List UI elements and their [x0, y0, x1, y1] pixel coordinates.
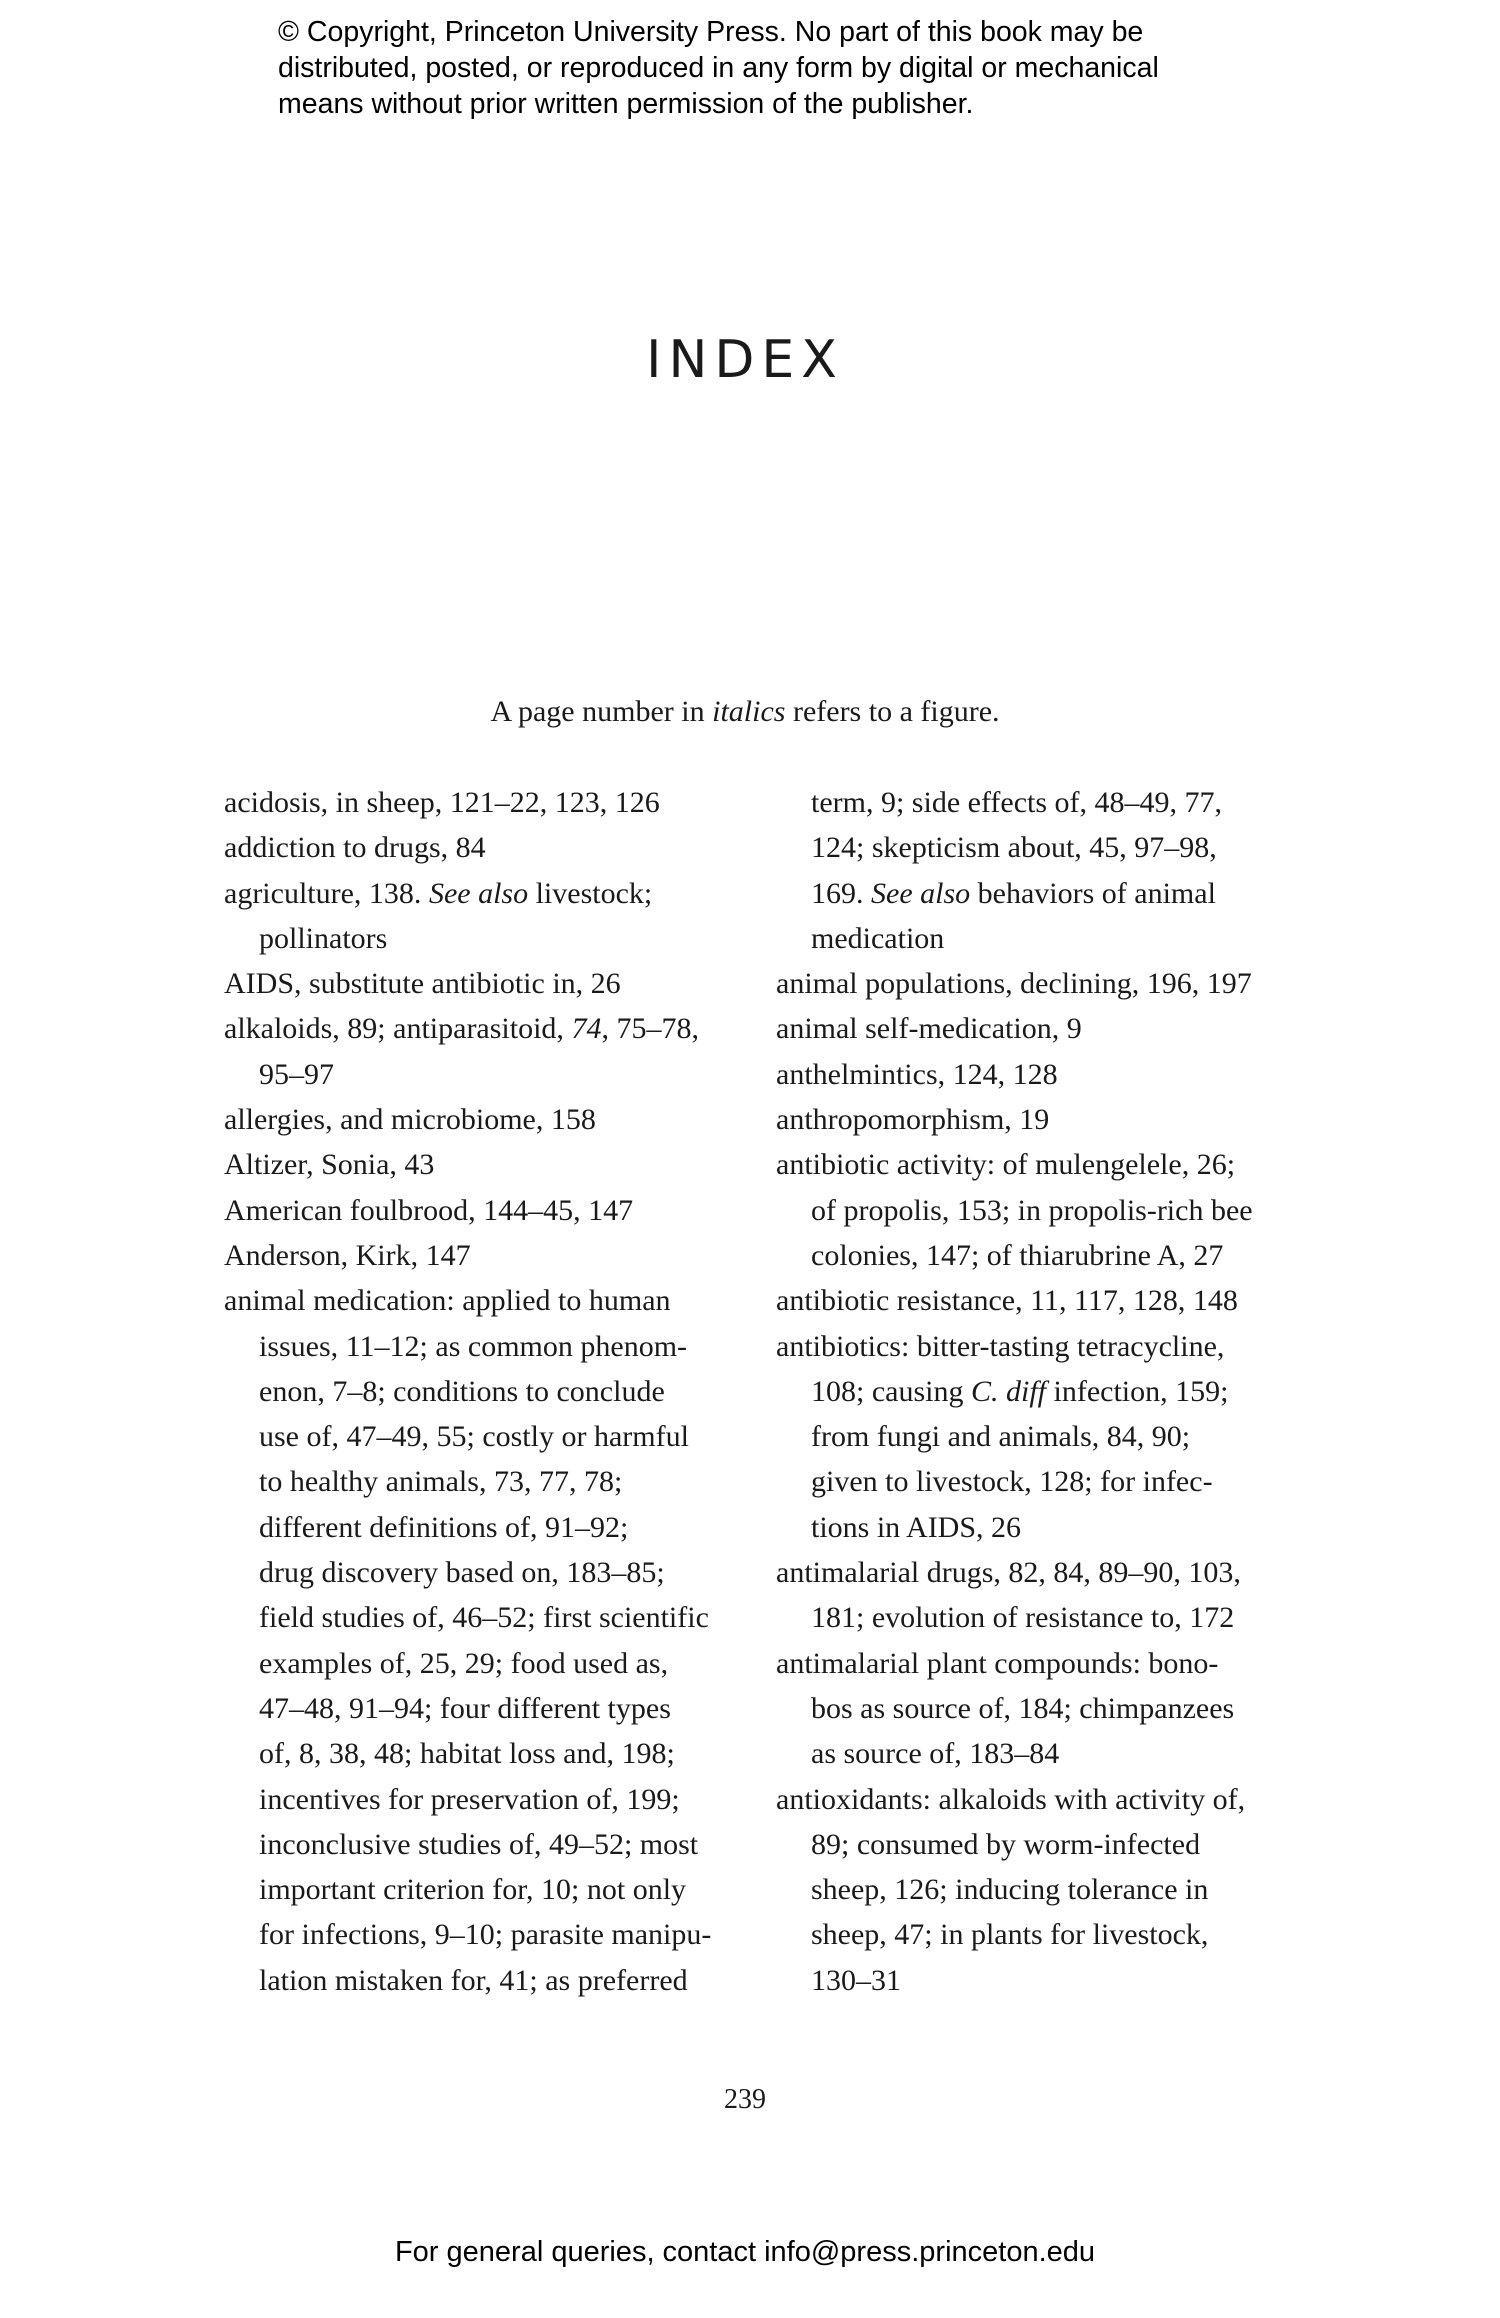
index-entry-line: as source of, 183–84 — [811, 1737, 1060, 1771]
index-entry-line: of propolis, 153; in propolis-rich bee — [811, 1193, 1253, 1227]
page-number: 239 — [724, 2084, 766, 2115]
index-entry-line: field studies of, 46–52; first scientific — [259, 1601, 709, 1635]
index-entry-line: different definitions of, 91–92; — [259, 1510, 629, 1544]
index-entry-line: allergies, and microbiome, 158 — [224, 1103, 596, 1137]
index-entry-line: animal self-medication, 9 — [776, 1012, 1082, 1046]
index-entry-line: anthelmintics, 124, 128 — [776, 1057, 1058, 1091]
index-entry — [776, 1278, 1296, 1323]
index-entry-line: given to livestock, 128; for infec- — [811, 1465, 1213, 1499]
index-entry-line: 169. See also behaviors of animal — [811, 876, 1216, 910]
index-entry — [224, 871, 744, 962]
index-entry — [776, 1097, 1296, 1142]
index-entry-line: 89; consumed by worm-infected — [811, 1827, 1201, 1861]
index-entry — [776, 1550, 1296, 1641]
index-entry-line: examples of, 25, 29; food used as, — [259, 1646, 669, 1680]
index-entry-line: agriculture, 138. See also livestock; — [224, 876, 653, 910]
index-entry-line: bos as source of, 184; chimpanzees — [811, 1691, 1235, 1725]
index-entry-line: Altizer, Sonia, 43 — [224, 1148, 435, 1182]
index-entry-line: American foulbrood, 144–45, 147 — [224, 1193, 634, 1227]
index-entry — [224, 1006, 744, 1097]
index-entry-line: sheep, 47; in plants for livestock, — [811, 1918, 1209, 1952]
index-entry-line: 47–48, 91–94; four different types — [259, 1691, 671, 1725]
index-entry-line: antimalarial drugs, 82, 84, 89–90, 103, — [776, 1556, 1241, 1590]
copyright-notice — [278, 14, 1278, 122]
index-entry-line: lation mistaken for, 41; as preferred — [259, 1963, 688, 1997]
index-entry-line: 130–31 — [811, 1963, 901, 1997]
note-italic: italics — [712, 695, 786, 728]
index-entry-line: AIDS, substitute antibiotic in, 26 — [224, 967, 621, 1001]
footer-contact: For general queries, contact info@press.princeton.edu — [394, 2236, 1096, 2268]
index-entry — [776, 1641, 1296, 1777]
index-column-left — [224, 780, 744, 2003]
index-entry — [224, 1233, 744, 1278]
index-entry-line: colonies, 147; of thiarubrine A, 27 — [811, 1238, 1224, 1272]
index-entry-line: anthropomorphism, 19 — [776, 1103, 1050, 1137]
index-entry — [224, 961, 744, 1006]
index-entry-line: tions in AIDS, 26 — [811, 1510, 1022, 1544]
index-entry — [776, 1777, 1296, 2003]
index-entry — [776, 1052, 1296, 1097]
index-note — [0, 690, 1490, 734]
index-entry-line: from fungi and animals, 84, 90; — [811, 1420, 1191, 1454]
index-entry-line: use of, 47–49, 55; costly or harmful — [259, 1420, 689, 1454]
index-entry-line: 108; causing C. diff infection, 159; — [811, 1374, 1229, 1408]
index-entry — [776, 1324, 1296, 1550]
index-entry-line: issues, 11–12; as common phenom- — [259, 1329, 688, 1363]
index-entry-line: medication — [811, 921, 945, 955]
copyright-line: © Copyright, Princeton University Press. No part of this book may be — [278, 16, 1144, 48]
copyright-line: means without prior written permission of the publisher. — [278, 88, 974, 120]
index-entry-line: 124; skepticism about, 45, 97–98, — [811, 831, 1217, 865]
index-entry-line: 181; evolution of resistance to, 172 — [811, 1601, 1235, 1635]
index-entry-line: incentives for preservation of, 199; — [259, 1782, 680, 1816]
index-entry-continuation — [776, 780, 1296, 961]
index-entry — [224, 1142, 744, 1187]
index-entry-line: pollinators — [259, 921, 388, 955]
index-entry-line: antibiotics: bitter-tasting tetracycline, — [776, 1329, 1225, 1363]
note-text: refers to a figure. — [785, 695, 1000, 728]
index-entry-line: addiction to drugs, 84 — [224, 831, 486, 865]
index-entry — [776, 1142, 1296, 1278]
index-entry — [224, 825, 744, 870]
index-entry-line: important criterion for, 10; not only — [259, 1873, 687, 1907]
index-entry-line: antioxidants: alkaloids with activity of, — [776, 1782, 1246, 1816]
index-entry-line: alkaloids, 89; antiparasitoid, 74, 75–78, — [224, 1012, 699, 1046]
index-entry-line: antibiotic resistance, 11, 117, 128, 148 — [776, 1284, 1238, 1318]
index-entry-line: term, 9; side effects of, 48–49, 77, — [811, 786, 1223, 819]
page-title: INDEX — [646, 330, 844, 390]
index-entry-line: inconclusive studies of, 49–52; most — [259, 1827, 699, 1861]
index-entry-line: for infections, 9–10; parasite manipu- — [259, 1918, 712, 1952]
index-entry-line: to healthy animals, 73, 77, 78; — [259, 1465, 623, 1499]
index-entry-line: sheep, 126; inducing tolerance in — [811, 1873, 1209, 1907]
index-entry — [224, 780, 744, 825]
index-entry — [224, 1097, 744, 1142]
index-entry-line: 95–97 — [259, 1057, 334, 1091]
index-entry — [776, 1006, 1296, 1051]
index-entry-line: enon, 7–8; conditions to conclude — [259, 1374, 665, 1408]
index-entry-line: drug discovery based on, 183–85; — [259, 1556, 665, 1590]
index-entry-line: antimalarial plant compounds: bono- — [776, 1646, 1219, 1680]
index-entry-line: animal medication: applied to human — [224, 1284, 671, 1318]
note-text: A page number in — [490, 695, 713, 728]
index-entry-line: acidosis, in sheep, 121–22, 123, 126 — [224, 786, 660, 819]
index-column-right — [776, 780, 1296, 2003]
copyright-line: distributed, posted, or reproduced in any form by digital or mechanical — [278, 52, 1159, 84]
index-entry-line: antibiotic activity: of mulengelele, 26; — [776, 1148, 1236, 1182]
index-entry-line: of, 8, 38, 48; habitat loss and, 198; — [259, 1737, 675, 1771]
index-entry — [224, 1278, 744, 2003]
index-entry — [224, 1188, 744, 1233]
index-entry-line: Anderson, Kirk, 147 — [224, 1238, 471, 1272]
index-entry-line: animal populations, declining, 196, 197 — [776, 967, 1252, 1001]
index-entry — [776, 961, 1296, 1006]
